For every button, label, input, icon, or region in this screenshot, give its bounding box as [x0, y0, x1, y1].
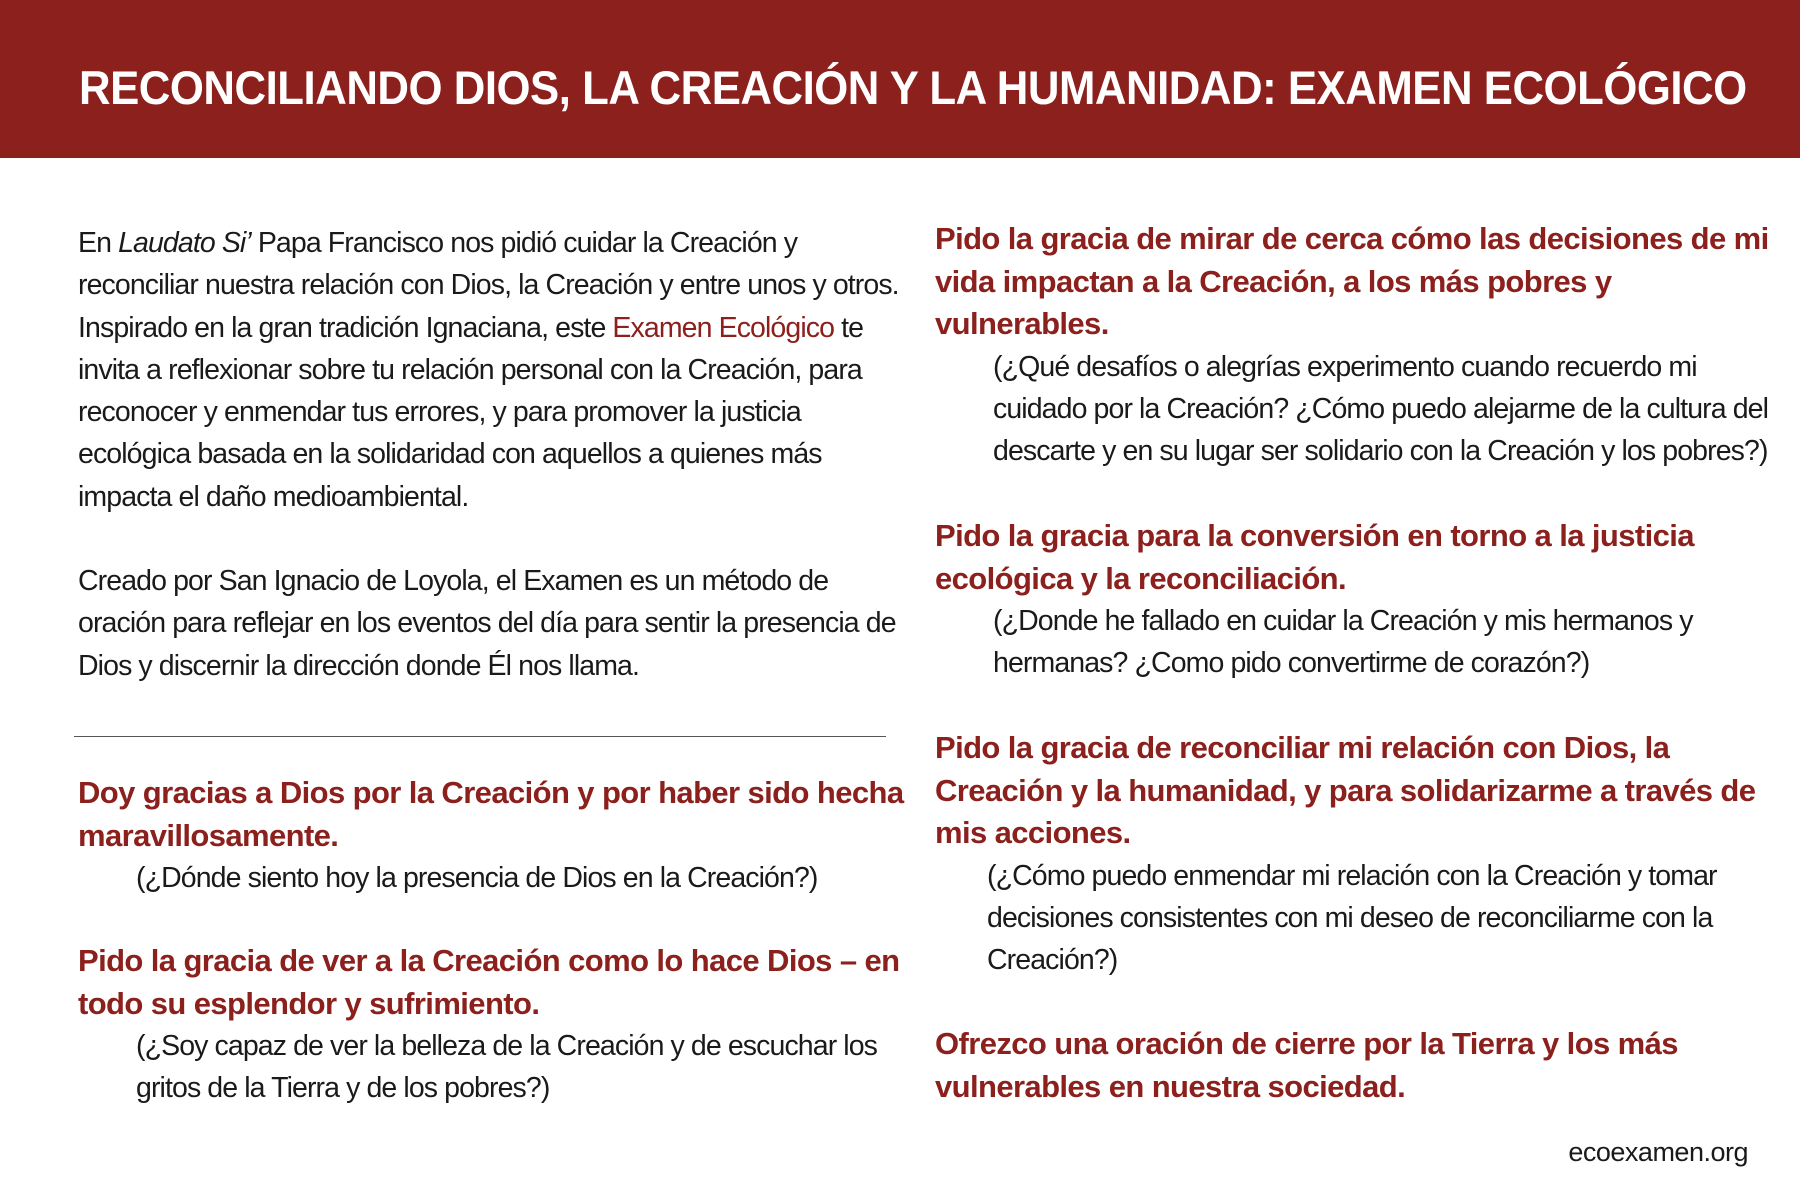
intro-paragraph-2: Creado por San Ignacio de Loyola, el Examen es un método de oración para reflejar en los eventos del día para sentir la presencia de Dios y discernir la dirección donde Él nos llama.: [78, 565, 896, 682]
examen-ecologico-link[interactable]: Examen Ecológico: [612, 311, 835, 344]
prompt-heading: Pido la gracia de reconciliar mi relación con Dios, la Creación y la humanidad, y para solidarizarme a través de mis acciones.: [935, 730, 1756, 850]
prompt-block-look-closely: [935, 218, 1775, 472]
prompt-block-conversion: [935, 515, 1775, 685]
intro-p1-prefix: En: [78, 227, 119, 259]
header-banner: [0, 0, 1800, 158]
prompt-block-see-creation: [78, 940, 908, 1110]
prompt-heading: Ofrezco una oración de cierre por la Tierra y los más vulnerables en nuestra sociedad.: [935, 1026, 1678, 1104]
website-url[interactable]: ecoexamen.org: [1568, 1137, 1748, 1167]
intro-p1-italic: Laudato Si’: [118, 227, 251, 259]
prompt-question: (¿Qué desafíos o alegrías experimento cuando recuerdo mi cuidado por la Creación? ¿Cómo puedo alejarme de la cultura del descarte y en su lugar ser solidario con la Creación y los pobres?): [993, 350, 1769, 468]
intro-p1-suffix: te invita a reflexionar sobre tu relación personal con la Creación, para reconocer y enmendar tus errores, y para promover la justicia ecológica basada en la solidaridad con aquellos a quienes más impacta el daño medioambiental.: [78, 311, 864, 513]
prompt-question: (¿Dónde siento hoy la presencia de Dios en la Creación?): [136, 862, 818, 894]
prompt-heading: Pido la gracia para la conversión en torno a la justicia ecológica y la reconciliación.: [935, 518, 1694, 596]
prompt-question: (¿Donde he fallado en cuidar la Creación y mis hermanos y hermanas? ¿Como pido convertirme de corazón?): [993, 605, 1693, 680]
section-divider: [74, 736, 886, 737]
prompt-block-gratitude: [78, 772, 908, 899]
page-title: RECONCILIANDO DIOS, LA CREACIÓN Y LA HUMANIDAD: EXAMEN ECOLÓGICO: [79, 61, 1747, 114]
prompt-question: (¿Soy capaz de ver la belleza de la Creación y de escuchar los gritos de la Tierra y de los pobres?): [136, 1030, 878, 1105]
intro-paragraph-1: [78, 222, 900, 518]
prompt-question: (¿Cómo puedo enmendar mi relación con la Creación y tomar decisiones consistentes con mi deseo de reconciliarme con la Creación?): [987, 859, 1717, 977]
prompt-heading: Pido la gracia de ver a la Creación como lo hace Dios – en todo su esplendor y sufrimiento.: [78, 943, 900, 1021]
intro-p1-mid: Papa Francisco nos pidió cuidar la Creación y reconciliar nuestra relación con Dios, la Creación y entre unos y otros. Inspirado en la gran tradición Ignaciana, este: [78, 227, 899, 344]
prompt-block-closing-prayer: [935, 1023, 1775, 1108]
prompt-heading: Doy gracias a Dios por la Creación y por haber sido hecha maravillosamente.: [78, 775, 904, 853]
paragraph-spacer: [78, 518, 900, 560]
prompt-heading: Pido la gracia de mirar de cerca cómo las decisiones de mi vida impactan a la Creación, a los más pobres y vulnerables.: [935, 221, 1769, 341]
intro-section: [78, 222, 900, 687]
prompt-block-reconcile: [935, 727, 1775, 981]
